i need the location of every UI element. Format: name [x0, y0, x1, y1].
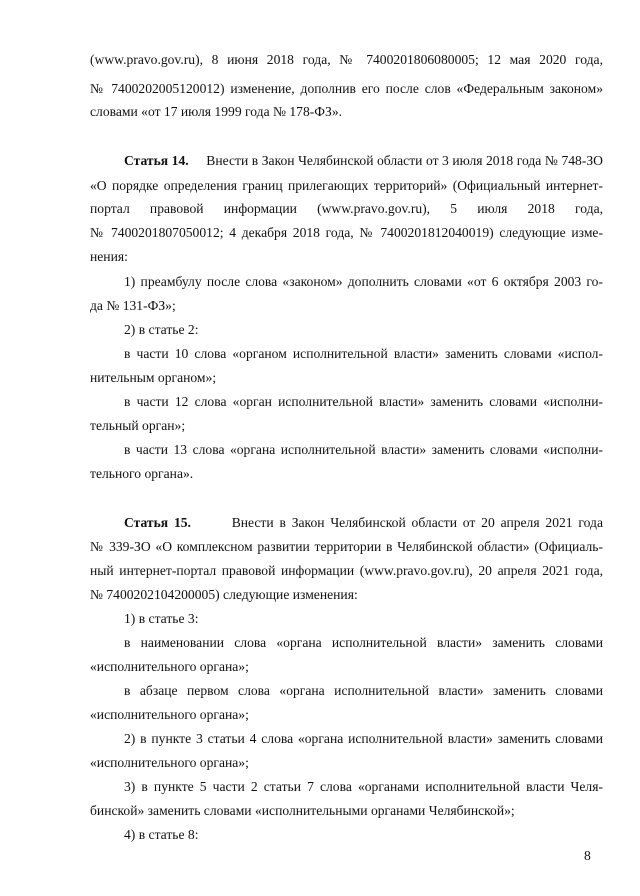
text-line: бинской» заменить словами «исполнительными органами Челябинской»;	[90, 803, 515, 818]
text-line: тельный орган»;	[90, 418, 186, 433]
text-line: ный интернет-портал правовой информации (www.pravo.gov.ru), 20 апреля 2021 года,	[90, 563, 603, 578]
text-line: № 7400201807050012; 4 декабря 2018 года, № 7400201812040019) следующие изме-	[90, 225, 603, 240]
text-line: «исполнительного органа»;	[90, 755, 249, 770]
text-line: 3) в пункте 5 части 2 статьи 7 слова «органами исполнительной власти Челя-	[124, 779, 603, 794]
text-line: нения:	[90, 249, 128, 264]
text-line: № 7400202005120012) изменение, дополнив его после слов «Федеральным законом»	[90, 81, 603, 96]
article-15-heading-line	[124, 515, 603, 531]
text-line: Внести в Закон Челябинской области от 20 апреля 2021 года	[231, 515, 603, 530]
text-line: (www.pravo.gov.ru), 8 июня 2018 года, № 7400201806080005; 12 мая 2020 года,	[90, 52, 603, 67]
text-line: в части 12 слова «орган исполнительной власти» заменить словами «исполни-	[124, 394, 603, 409]
text-line: № 339-ЗО «О комплексном развитии территории в Челябинской области» (Официаль-	[90, 539, 603, 554]
text-line: в части 10 слова «органом исполнительной власти» заменить словами «испол-	[124, 346, 603, 361]
article-14-label: Статья 14.	[124, 153, 189, 168]
text-line: в наименовании слова «органа исполнительной власти» заменить словами	[124, 635, 603, 650]
text-line: 2) в статье 2:	[124, 322, 199, 337]
article-15-label: Статья 15.	[124, 515, 191, 530]
text-line: 2) в пункте 3 статьи 4 слова «органа исполнительной власти» заменить словами	[124, 731, 603, 746]
text-line: Внести в Закон Челябинской области от 3 июля 2018 года № 748-ЗО	[206, 153, 603, 168]
text-line: 4) в статье 8:	[124, 827, 199, 842]
text-line: портал правовой информации (www.pravo.gov.ru), 5 июля 2018 года,	[90, 201, 603, 216]
text-line: № 7400202104200005) следующие изменения:	[90, 587, 358, 602]
text-line: в части 13 слова «органа исполнительной власти» заменить словами «исполни-	[124, 442, 603, 457]
text-line: «О порядке определения границ прилегающих территорий» (Официальный интернет-	[90, 178, 603, 193]
text-line: в абзаце первом слова «органа исполнительной власти» заменить словами	[124, 683, 603, 698]
text-line: тельного органа».	[90, 466, 194, 481]
text-line: «исполнительного органа»;	[90, 659, 249, 674]
text-line: «исполнительного органа»;	[90, 707, 249, 722]
article-14-heading-line	[124, 153, 603, 169]
text-line: словами «от 17 июля 1999 года № 178-ФЗ».	[90, 104, 343, 119]
page-number: 8	[584, 848, 591, 863]
text-line: 1) в статье 3:	[124, 611, 199, 626]
text-line: нительным органом»;	[90, 370, 217, 385]
text-line: 1) преамбулу после слова «законом» дополнить словами «от 6 октября 2003 го-	[124, 274, 603, 289]
text-line: да № 131-ФЗ»;	[90, 298, 176, 313]
